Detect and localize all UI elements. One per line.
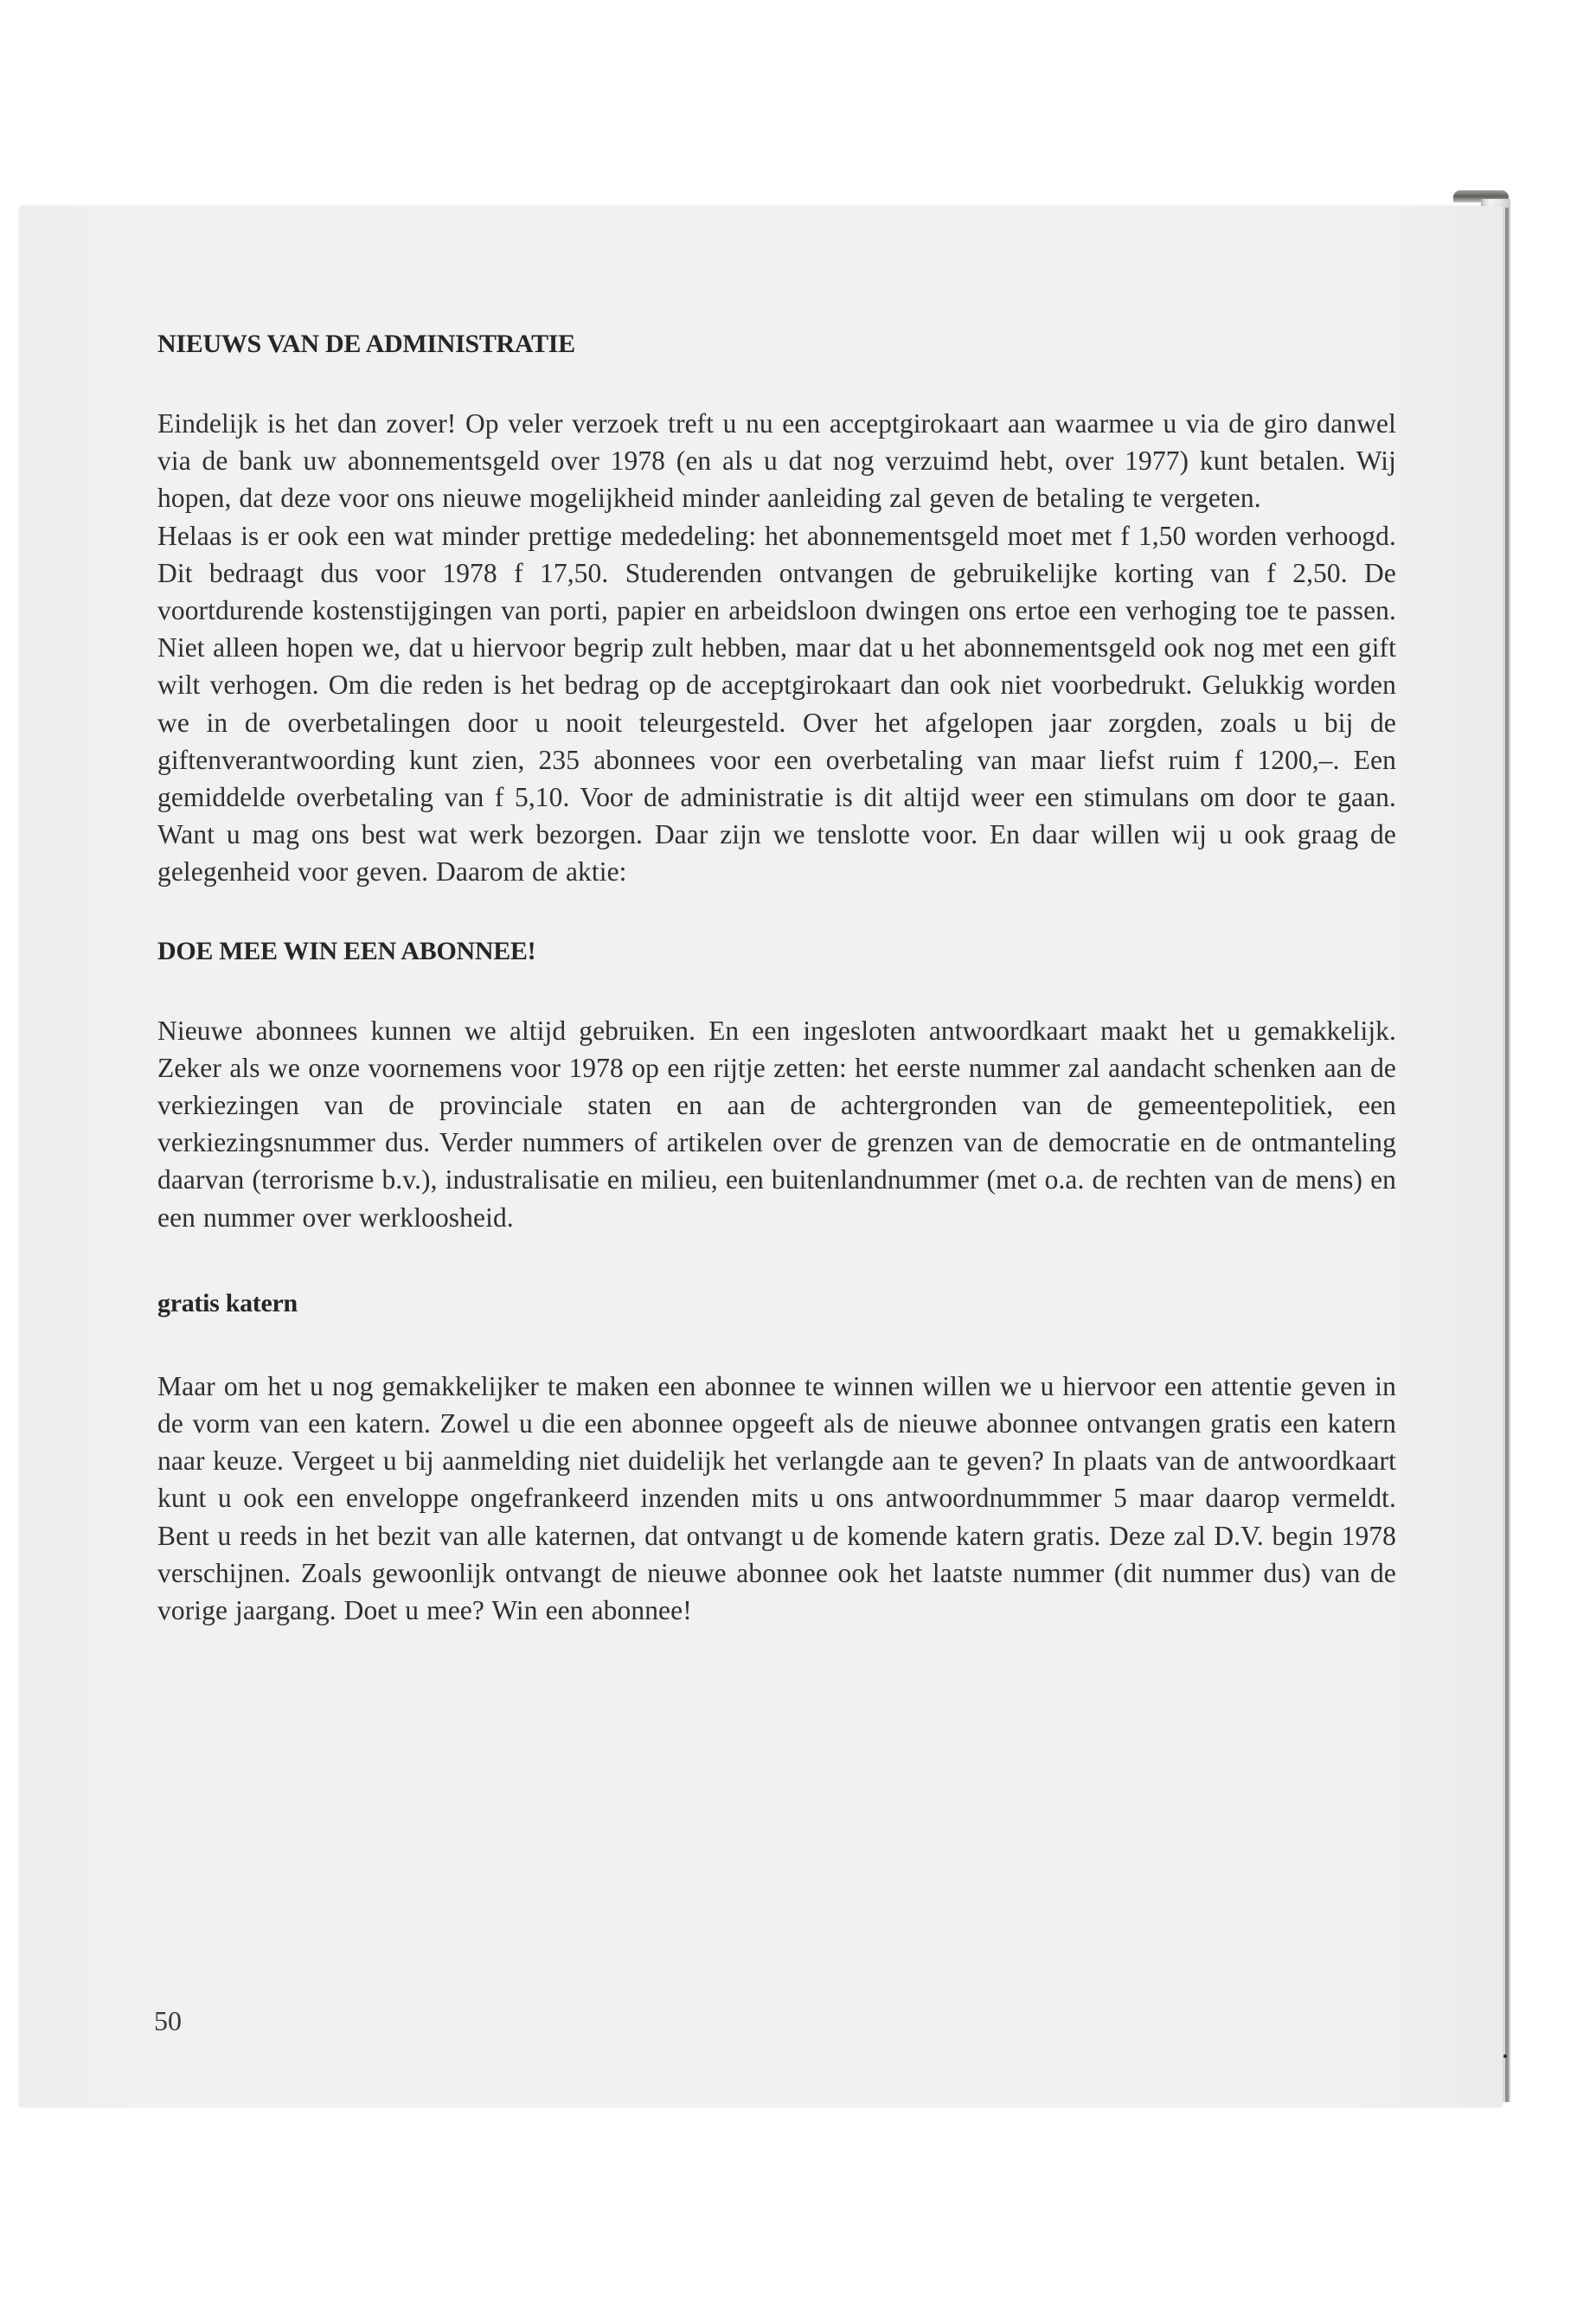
section-heading-win-abonnee: DOE MEE WIN EEN ABONNEE! bbox=[157, 936, 536, 965]
page-stack-shadow bbox=[1505, 208, 1509, 2102]
paragraph-abonnementsgeld: Helaas is er ook een wat minder prettige mededeling: het abonnementsgeld moet met f 1,50 worden verhoogd. Dit bedraagt dus voor 1978 f 17,50. Studerenden ontvangen de gebruikelijke korting van f 2,50. De voortdurende kostenstijgingen van porti, papier en arbeidsloon dwingen ons ertoe een verhoging toe te passen. Niet alleen hopen we, dat u hiervoor begrip zult hebben, maar dat u het abonnementsgeld ook nog met een gift wilt verhogen. Om die reden is het bedrag op de acceptgirokaart dan ook niet voorbedrukt. Gelukkig worden we in de overbetalingen door u nooit teleurgesteld. Over het afgelopen jaar zorgden, zoals u bij de giftenverantwoording kunt zien, 235 abonnees voor een overbetaling van maar liefst ruim f 1200,–. Een gemiddelde overbetaling van f 5,10. Voor de administratie is dit altijd weer een stimulans om door te gaan. Want u mag ons best wat werk bezorgen. Daar zijn we tenslotte voor. En daar willen wij u ook graag de gelegenheid voor geven. Daarom de aktie: bbox=[157, 520, 1396, 888]
paragraph-katern: Maar om het u nog gemakkelijker te maken een abonnee te winnen willen we u hiervoor een attentie geven in de vorm van een katern. Zowel u die een abonnee opgeeft als de nieuwe abonnee ontvangen gratis een katern naar keuze. Vergeet u bij aanmelding niet duidelijk het verlangde aan te geven? In plaats van de antwoordkaart kunt u ook een enveloppe ongefrankeerd inzenden mits u ons antwoordnummmer 5 maar daarop vermeldt. Bent u reeds in het bezit van alle katernen, dat ontvangt u de komende katern gratis. Deze zal D.V. begin 1978 verschijnen. Zoals gewoonlijk ontvangt de nieuwe abonnee ook het laatste nummer (dit nummer dus) van de vorige jaargang. Doet u mee? Win een abonnee! bbox=[157, 1370, 1396, 1626]
section-heading-gratis-katern: gratis katern bbox=[157, 1288, 298, 1317]
page-number: 50 bbox=[154, 2005, 182, 2036]
scan-speck bbox=[1503, 2054, 1507, 2058]
page-content bbox=[157, 329, 1396, 1629]
paragraph-nieuwe-abonnees: Nieuwe abonnees kunnen we altijd gebruiken. En een ingesloten antwoordkaart maakt het u gemakkelijk. Zeker als we onze voornemens voor 1978 op een rijtje zetten: het eerste nummer zal aandacht schenken aan de verkiezingen van de provinciale staten en aan de achtergronden van de gemeentepolitiek, een verkiezingsnummer dus. Verder nummers of artikelen over de grenzen van de democratie en de ontmanteling daarvan (terrorisme b.v.), industralisatie en milieu, een buitenlandnummer (met o.a. de rechten van de mens) en een nummer over werkloosheid. bbox=[157, 1015, 1396, 1233]
paragraph-acceptgirokaart: Eindelijk is het dan zover! Op veler verzoek treft u nu een acceptgirokaart aan waarmee u via de giro danwel via de bank uw abonnementsgeld over 1978 (en als u dat nog verzuimd hebt, over 1977) kunt betalen. Wij hopen, dat deze voor ons nieuwe mogelijkheid minder aanleiding zal geven de betaling te vergeten. bbox=[157, 408, 1396, 514]
section-heading-administratie: NIEUWS VAN DE ADMINISTRATIE bbox=[157, 330, 575, 358]
